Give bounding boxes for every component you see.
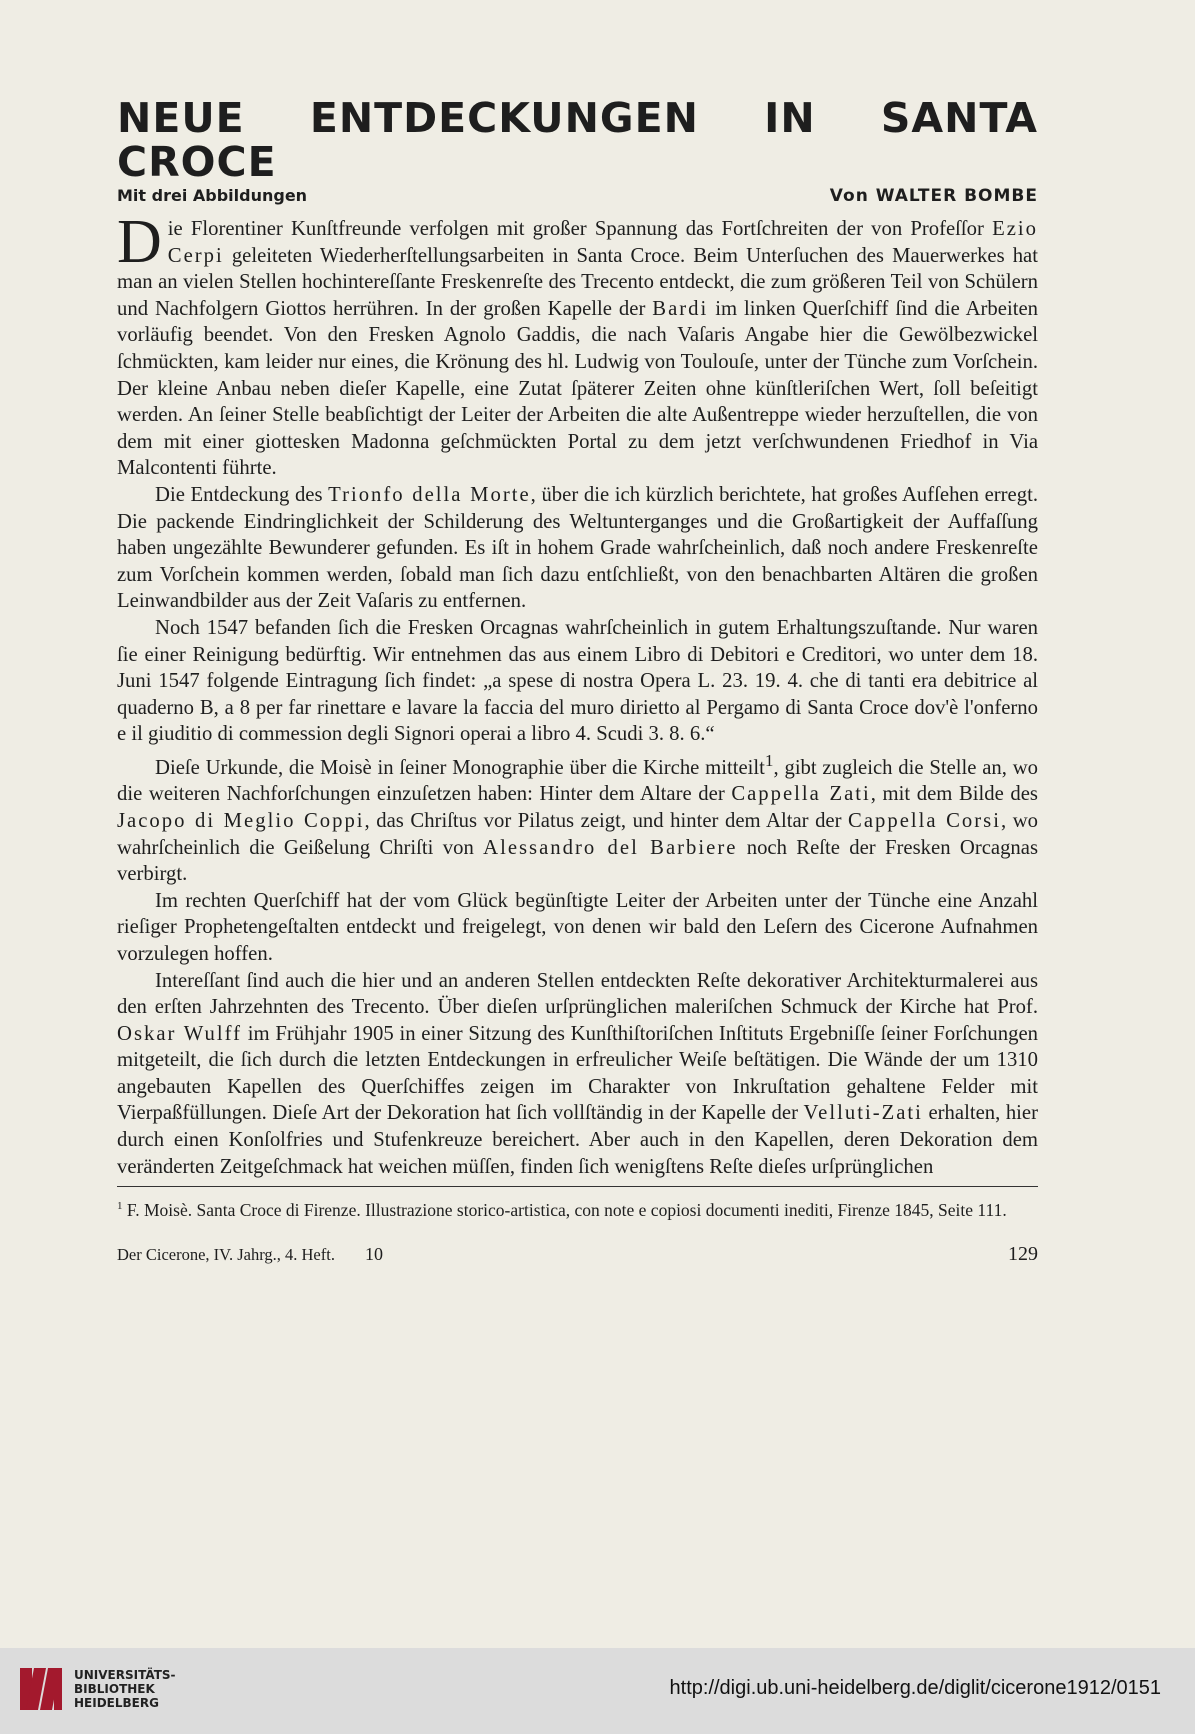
paragraph-3 xyxy=(117,615,1038,748)
footnote-divider xyxy=(117,1186,1038,1187)
logo-line: BIBLIOTHEK xyxy=(74,1682,155,1696)
text-run: ie Florentiner Kunſtfreunde verfolgen mit großer Spannung das Fortſchreiten der von Profeſſor xyxy=(167,218,993,240)
text-run: Dieſe Urkunde, die Moisè in ſeiner Monographie über die Kirche mitteilt xyxy=(155,756,765,779)
paragraph-4 xyxy=(117,748,1038,888)
text-run: , gibt zugleich die Stelle an, wo die weiteren Nachforſchungen einzuſetzen haben: Hinter dem Altare der xyxy=(117,756,1038,806)
text-run: im linken Querſchiff ſind die Arbeiten vorläufig beendet. Von den Fresken Agnolo Gaddis, die nach Vaſaris Angabe hier die Gewölbezwickel ſchmückten, kam leider nur eines, die Krönung des hl. Ludwig von Toulouſe, unter der Tünche zum Vorſchein. Der kleine Anbau neben dieſer Kapelle, eine Zutat ſpäterer Zeiten ohne künſtleriſchen Wert, ſoll beſeitigt werden. An ſeiner Stelle beabſichtigt der Leiter der Arbeiten die alte Außentreppe wieder herzuſtellen, die von dem mit einer giottesken Madonna geſchmückten Portal zu dem jetzt verſchwundenen Friedhof in Via Malcontenti führte. xyxy=(117,297,1038,480)
footnote-text: F. Moisè. Santa Croce di Firenze. Illustrazione storico-artistica, con note e copiosi documenti inediti, Firenze 1845, Seite 111. xyxy=(122,1200,1007,1221)
spaced-name: Trionfo della Morte xyxy=(328,483,531,506)
text-run: erhalten, hier durch einen Konſolfries und Stufenkreuze bereichert. Aber auch in den Kapellen, deren Dekoration dem veränderten Zeitgeſchmack hat weichen müſſen, finden ſich wenigſtens Reſte dieſes urſprünglichen xyxy=(117,1102,1038,1178)
text-run: Die Entdeckung des xyxy=(155,483,329,506)
signature-mark: 10 xyxy=(364,1244,383,1265)
spaced-name: Velluti-Zati xyxy=(803,1102,923,1125)
spaced-name: Bardi xyxy=(652,297,709,320)
footnote-reference[interactable]: 1 xyxy=(764,750,774,770)
text-run: Intereſſant ſind auch die hier und an anderen Stellen entdeckten Reſte dekorativer Architekturmalerei aus den erſten Jahrzehnten des Trecento. Über dieſen urſprünglichen maleriſchen Schmuck der Kirche hat Prof. xyxy=(117,969,1038,1019)
paragraph-5 xyxy=(117,888,1038,968)
text-run: im Frühjahr 1905 in einer Sitzung des Kunſthiſtoriſchen Inſtituts Ergebniſſe ſeiner Forſchungen mitgeteilt, die ſich durch die letzten Entdeckungen in erfreulicher Weiſe beſtätigen. Die Wände der um 1310 angebauten Kapellen des Querſchiffes zeigen im Charakter von Inkruſtation gehaltene Felder mit Vierpaßfüllungen. Dieſe Art der Dekoration hat ſich vollſtändig in der Kapelle der xyxy=(117,1022,1038,1125)
spaced-name: Oskar Wulff xyxy=(117,1022,242,1045)
permalink-url[interactable]: http://digi.ub.uni-heidelberg.de/diglit/cicerone1912/0151 xyxy=(669,1677,1161,1699)
text-run: , das Chriſtus vor Pilatus zeigt, und hinter dem Altar der xyxy=(364,809,849,832)
text-run: , wo wahrſcheinlich die Geißelung Chriſti von xyxy=(117,809,1038,859)
text-run: Noch 1547 befanden ſich die Fresken Orcagnas wahrſcheinlich in gutem Erhaltungszuſtande. Nur waren ſie einer Reinigung bedürftig. Wir entnehmen das aus einem Libro di Debitori e Creditori, wo unter dem 18. Juni 1547 folgende Eintragung ſich findet: „a spese di nostra Opera L. 23. 19. 4. che di tanti era debitrice al quaderno B, a 8 per far rinettare e lavare la faccia del muro dirietto al Pergamo di Santa Croce dov'è l'onferno e il giuditio di commession degli Signori operai a libro 4. Scudi 3. 8. 6.“ xyxy=(117,616,1038,746)
article-body xyxy=(117,208,1038,1180)
viewer-footer-bar xyxy=(0,1648,1195,1734)
paragraph-6 xyxy=(117,968,1038,1181)
text-run: , mit dem Bilde des xyxy=(870,783,1038,806)
footnote xyxy=(117,1195,1038,1221)
footnote-mark: 1 xyxy=(117,1200,123,1213)
text-run: noch Reſte der Fresken Orcagnas verbirgt. xyxy=(117,836,1038,886)
spaced-name: Ezio Cerpi xyxy=(167,218,1038,267)
paragraph-1 xyxy=(117,208,1038,482)
article-subline xyxy=(117,186,1038,206)
logo-line: UNIVERSITÄTS- xyxy=(74,1668,176,1682)
article-subtitle: Mit drei Abbildungen xyxy=(117,186,308,205)
journal-reference: Der Cicerone, IV. Jahrg., 4. Heft. xyxy=(117,1245,335,1265)
page-footer xyxy=(117,1243,1038,1266)
article-title: NEUE ENTDECKUNGEN IN SANTA CROCE xyxy=(117,94,1038,186)
university-library-logo-icon[interactable] xyxy=(18,1664,64,1714)
page-number: 129 xyxy=(1008,1243,1038,1266)
paragraph-2 xyxy=(117,482,1038,615)
text-run: , über die ich kürzlich berichtete, hat großes Aufſehen erregt. Die packende Eindringlichkeit der Schilderung des Weltunterganges und die Großartigkeit der Auffaſſung haben ungezählte Bewunderer gefunden. Es iſt in hohem Grade wahrſcheinlich, daß noch andere Freskenreſte zum Vorſchein kommen werden, ſobald man ſich dazu entſchließt, von den benachbarten Altären die großen Leinwandbilder aus der Zeit Vaſaris zu entfernen. xyxy=(117,483,1038,613)
university-library-name[interactable] xyxy=(74,1668,176,1710)
text-run: geleiteten Wiederherſtellungsarbeiten in Santa Croce. Beim Unterſuchen des Mauerwerkes hat man an vielen Stellen hochintereſſante Freskenreſte des Trecento entdeckt, die zum größeren Teil von Schülern und Nachfolgern Giottos herrühren. In der großen Kapelle der xyxy=(117,244,1038,320)
spaced-name: Cappella Zati xyxy=(731,783,871,806)
logo-line: HEIDELBERG xyxy=(74,1696,159,1710)
drop-cap: D xyxy=(117,208,162,276)
spaced-name: Alessandro del Barbiere xyxy=(483,836,738,859)
text-run: Im rechten Querſchiff hat der vom Glück begünſtigte Leiter der Arbeiten unter der Tünche eine Anzahl rieſiger Prophetengeſtalten entdeckt und freigelegt, von denen wir bald den Leſern des Cicerone Aufnahmen vorzulegen hoffen. xyxy=(117,889,1038,965)
spaced-name: Cappella Corsi xyxy=(848,809,1001,832)
article-author: Von WALTER BOMBE xyxy=(829,186,1038,206)
spaced-name: Jacopo di Meglio Coppi xyxy=(117,809,365,832)
